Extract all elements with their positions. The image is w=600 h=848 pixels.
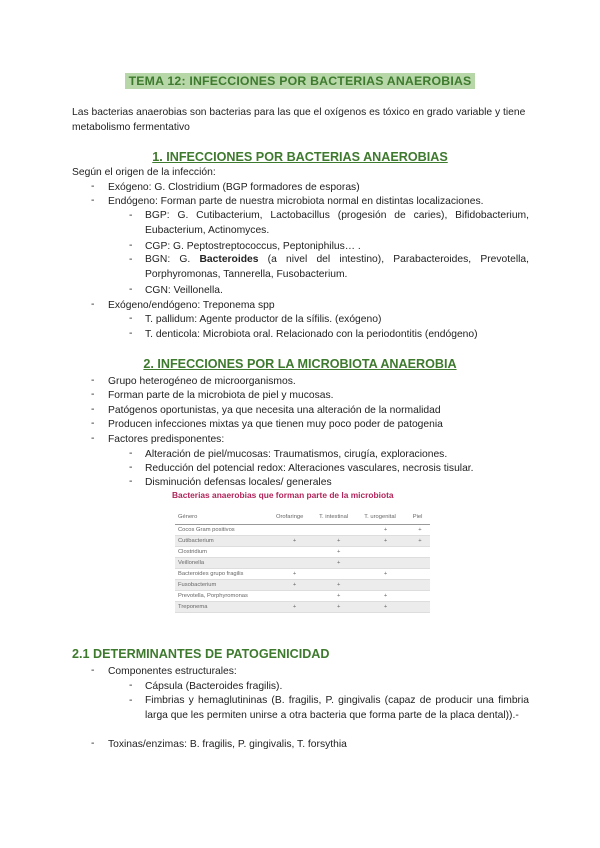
table-cell: Veillonella: [175, 558, 273, 569]
list-item-pallidum: T. pallidum: Agente productor de la sífilis. (exógeno): [145, 314, 382, 325]
bullet-dash: -: [129, 476, 133, 487]
bullet-dash: -: [91, 665, 95, 676]
list-item-bgp: BGP: G. Cutibacterium, Lactobacillus (progesión de caries), Bifidobacterium, Eubacterium, Actinomyces.: [145, 210, 529, 236]
list-item-toxinas: Toxinas/enzimas: B. fragilis, P. gingivalis, T. forsythia: [108, 739, 347, 750]
table-row: [175, 547, 430, 558]
table-cell: Bacteroides grupo fragilis: [175, 569, 273, 580]
bullet-dash: -: [91, 299, 95, 310]
table-row: [175, 591, 430, 602]
table-row: [175, 580, 430, 591]
table-cell: [410, 602, 430, 613]
microbiota-table: [175, 510, 430, 613]
table-cell: +: [273, 569, 316, 580]
table-cell: +: [273, 602, 316, 613]
table-cell: [410, 569, 430, 580]
table-cell: +: [361, 536, 410, 547]
list-item-denticola: T. denticola: Microbiota oral. Relacionado con la periodontitis (endógeno): [145, 329, 478, 340]
section-2-heading: 2. INFECCIONES POR LA MICROBIOTA ANAEROBIA: [143, 357, 457, 371]
bullet-dash: -: [129, 462, 133, 473]
list-item-fimbrias: Fimbrias y hemaglutininas (B. fragilis, P. gingivalis (capaz de producir una fimbria larga que les permiten unirse a otra bacteria que forma parte de la placa dental)).-: [145, 695, 529, 721]
table-row: [175, 569, 430, 580]
bullet-dash: -: [129, 240, 133, 251]
table-cell: Cocos Gram positivos: [175, 525, 273, 536]
table-header: T. intestinal: [316, 510, 361, 525]
list-item-cgp: CGP: G. Peptostreptococcus, Peptoniphilus… .: [145, 241, 361, 252]
table-cell: +: [361, 602, 410, 613]
table-cell: +: [410, 536, 430, 547]
table-cell: +: [361, 525, 410, 536]
list-item-endogeno: Endógeno: Forman parte de nuestra microbiota normal en distintas localizaciones.: [108, 196, 484, 207]
table-cell: +: [316, 591, 361, 602]
table-cell: [273, 547, 316, 558]
list-item: Grupo heterogéneo de microorganismos.: [108, 376, 296, 387]
table-title: Bacterias anaerobias que forman parte de la microbiota: [172, 490, 394, 500]
table-row: [175, 525, 430, 536]
list-item-bgn: [145, 253, 529, 282]
table-cell: [410, 591, 430, 602]
table-cell: +: [316, 536, 361, 547]
bullet-dash: -: [91, 433, 95, 444]
table-cell: +: [273, 580, 316, 591]
table-cell: [361, 558, 410, 569]
bullet-dash: -: [129, 448, 133, 459]
table-row: [175, 536, 430, 547]
list-item-exogeno: Exógeno: G. Clostridium (BGP formadores de esporas): [108, 182, 360, 193]
list-item: Factores predisponentes:: [108, 434, 225, 445]
table-header-row: [175, 510, 430, 525]
title-block: [0, 73, 600, 89]
list-item-factor: Reducción del potencial redox: Alteraciones vasculares, necrosis tisular.: [145, 463, 474, 474]
table-cell: +: [361, 591, 410, 602]
bgn-prefix: BGN: G.: [145, 254, 200, 265]
bullet-dash: -: [91, 181, 95, 192]
table-cell: [410, 558, 430, 569]
table-cell: [273, 591, 316, 602]
table-cell: Treponema: [175, 602, 273, 613]
list-item-cgn: CGN: Veillonella.: [145, 285, 223, 296]
bullet-dash: -: [91, 404, 95, 415]
table-header: Orofaringe: [273, 510, 316, 525]
table-cell: +: [316, 580, 361, 591]
table-cell: [316, 525, 361, 536]
list-item: Forman parte de la microbiota de piel y mucosas.: [108, 390, 334, 401]
bgn-suffix: (a nivel del intestino), Parabacteroides, Prevotella, Porphyromonas, Tannerella, Fusobacterium.: [145, 254, 529, 280]
section-2-1-heading: 2.1 DETERMINANTES DE PATOGENICIDAD: [72, 647, 330, 661]
bullet-dash: -: [91, 195, 95, 206]
bullet-dash: -: [129, 210, 133, 221]
list-item-componentes: Componentes estructurales:: [108, 666, 237, 677]
section-1-heading: 1. INFECCIONES POR BACTERIAS ANAEROBIAS: [152, 150, 448, 164]
table-cell: +: [316, 547, 361, 558]
page-title: TEMA 12: INFECCIONES POR BACTERIAS ANAEROBIAS: [125, 73, 476, 89]
table-cell: [273, 558, 316, 569]
table-header: Género: [175, 510, 273, 525]
bullet-dash: -: [129, 284, 133, 295]
table-header: T. urogenital: [361, 510, 410, 525]
bullet-dash: -: [129, 695, 133, 706]
intro-paragraph: Las bacterias anaerobias son bacterias para las que el oxígenos es tóxico en grado variable y tiene metabolismo fermentativo: [72, 107, 526, 133]
table-cell: [410, 580, 430, 591]
table-cell: [316, 569, 361, 580]
bullet-dash: -: [129, 328, 133, 339]
list-item: Patógenos oportunistas, ya que necesita una alteración de la normalidad: [108, 405, 441, 416]
list-item-capsula: Cápsula (Bacteroides fragilis).: [145, 681, 283, 692]
bullet-dash: -: [91, 418, 95, 429]
list-item-factor: Alteración de piel/mucosas: Traumatismos, cirugía, exploraciones.: [145, 449, 448, 460]
table-row: [175, 602, 430, 613]
bullet-dash: -: [129, 313, 133, 324]
table-cell: Prevotella, Porphyromonas: [175, 591, 273, 602]
table-cell: +: [361, 569, 410, 580]
table-header: Piel: [410, 510, 430, 525]
bullet-dash: -: [91, 389, 95, 400]
bullet-dash: -: [129, 254, 133, 265]
table-cell: [361, 580, 410, 591]
table-cell: Clostridium: [175, 547, 273, 558]
list-item-exo-endo: Exógeno/endógeno: Treponema spp: [108, 300, 275, 311]
table-cell: [273, 525, 316, 536]
table-cell: Fusobacterium: [175, 580, 273, 591]
bgn-bold: Bacteroides: [199, 254, 259, 265]
table-cell: [361, 547, 410, 558]
list-item-factor: Disminución defensas locales/ generales: [145, 477, 332, 488]
bullet-dash: -: [91, 738, 95, 749]
bullet-dash: -: [129, 680, 133, 691]
list-item: Producen infecciones mixtas ya que tienen muy poco poder de patogenia: [108, 419, 443, 430]
table-cell: +: [316, 602, 361, 613]
table-cell: [410, 547, 430, 558]
table-cell: +: [273, 536, 316, 547]
bullet-dash: -: [91, 375, 95, 386]
table-cell: +: [316, 558, 361, 569]
section-1-lead: Según el origen de la infección:: [72, 167, 216, 178]
table-cell: Cutibacterium: [175, 536, 273, 547]
table-cell: +: [410, 525, 430, 536]
table-row: [175, 558, 430, 569]
